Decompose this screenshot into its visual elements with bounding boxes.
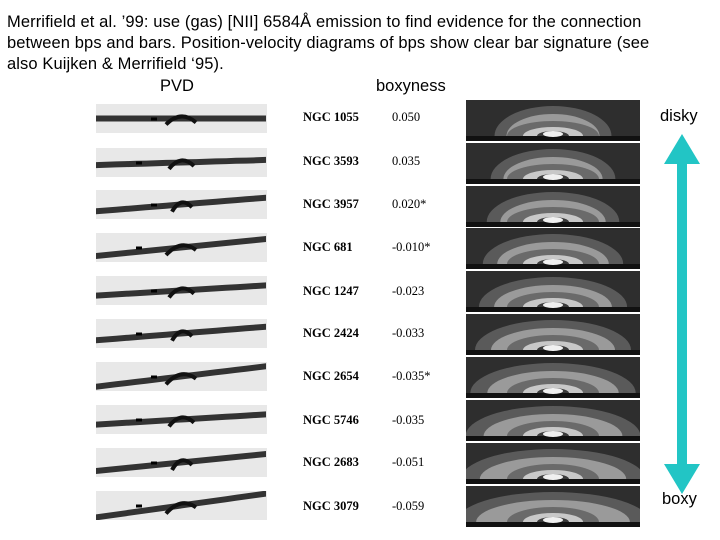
- isophote-image: [466, 486, 640, 527]
- galaxy-name: NGC 3957: [303, 197, 359, 211]
- boxyness-column-header: boxyness: [376, 77, 446, 95]
- title-line: Merrifield et al. ’99: use (gas) [NII] 6584Å emission to find evidence for the connection: [7, 13, 642, 31]
- pvd-image: [96, 319, 267, 348]
- isophote-image: [466, 228, 640, 269]
- galaxy-name: NGC 681: [303, 240, 353, 254]
- title-line: also Kuijken & Merrifield ‘95).: [7, 55, 224, 73]
- galaxy-name: NGC 3079: [303, 499, 359, 513]
- isophote-image: [466, 314, 640, 355]
- pvd-image: [96, 148, 267, 177]
- galaxy-name: NGC 2654: [303, 369, 359, 383]
- boxyness-value: 0.035: [392, 154, 421, 168]
- pvd-image: [96, 448, 267, 477]
- pvd-column-header: PVD: [160, 77, 194, 95]
- pvd-image: [96, 233, 267, 262]
- isophote-image: [466, 186, 640, 227]
- slide-title: [7, 12, 713, 75]
- boxy-label: boxy: [662, 490, 697, 508]
- isophote-image: [466, 100, 640, 141]
- galaxy-name: NGC 1247: [303, 284, 359, 298]
- boxyness-value: 0.050: [392, 110, 421, 124]
- galaxy-name: NGC 1055: [303, 110, 359, 124]
- isophote-image: [466, 443, 640, 484]
- galaxy-name: NGC 3593: [303, 154, 359, 168]
- boxyness-value: 0.020*: [392, 197, 427, 211]
- boxyness-value: -0.051: [392, 455, 425, 469]
- pvd-image: [96, 405, 267, 434]
- galaxy-name: NGC 5746: [303, 413, 359, 427]
- isophote-image: [466, 400, 640, 441]
- boxyness-value: -0.035*: [392, 369, 431, 383]
- boxyness-value: -0.035: [392, 413, 425, 427]
- pvd-image: [96, 491, 267, 520]
- pvd-image: [96, 190, 267, 219]
- title-line: between bps and bars. Position-velocity diagrams of bps show clear bar signature (see: [7, 34, 650, 52]
- boxyness-value: -0.023: [392, 284, 425, 298]
- boxyness-value: -0.059: [392, 499, 425, 513]
- galaxy-name: NGC 2424: [303, 326, 359, 340]
- boxyness-value: -0.033: [392, 326, 425, 340]
- pvd-image: [96, 276, 267, 305]
- pvd-image: [96, 362, 267, 391]
- disky-label: disky: [660, 107, 698, 125]
- isophote-image: [466, 271, 640, 312]
- boxyness-value: -0.010*: [392, 240, 431, 254]
- galaxy-name: NGC 2683: [303, 455, 359, 469]
- isophote-image: [466, 143, 640, 184]
- isophote-image: [466, 357, 640, 398]
- double-arrow-icon: [660, 134, 704, 494]
- pvd-image: [96, 104, 267, 133]
